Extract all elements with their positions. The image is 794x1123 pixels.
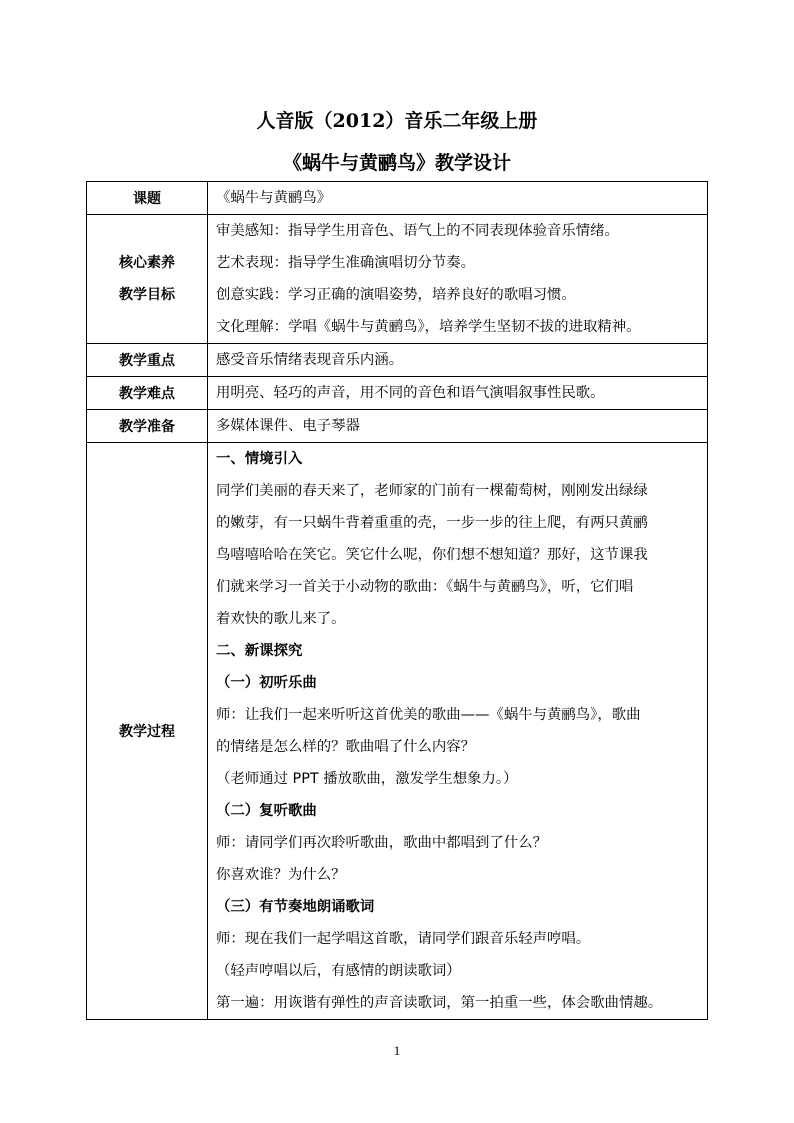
paragraph-line: 鸟嘻嘻哈哈在笑它。笑它什么呢，你们想不想知道？那好，这节课我 [216, 547, 648, 563]
preparation-label: 教学准备 [87, 410, 208, 443]
section-heading: 二、新课探究 [216, 643, 303, 659]
subsection-heading: （一）初听乐曲 [216, 675, 317, 691]
paragraph-line: 师：请同学们再次聆听歌曲，歌曲中都唱到了什么？ [216, 835, 547, 851]
difficulties-label: 教学难点 [87, 377, 208, 410]
table-row [87, 443, 708, 1020]
page-number: 1 [393, 1043, 401, 1058]
goal-line: 创意实践：学习正确的演唱姿势，培养良好的歌唱习惯。 [216, 287, 576, 303]
goal-line: 文化理解：学唱《蜗牛与黄鹂鸟》，培养学生坚韧不拔的进取精神。 [216, 319, 641, 335]
paragraph-line: 们就来学习一首关于小动物的歌曲：《蜗牛与黄鹂鸟》，听，它们唱 [216, 579, 634, 595]
table-row [87, 377, 708, 410]
paragraph-line: （老师通过 PPT 播放歌曲，激发学生想象力。） [216, 771, 518, 787]
process-content [208, 443, 708, 1020]
document-title: 人音版（2012）音乐二年级上册 [256, 110, 538, 132]
subsection-heading: （二）复听歌曲 [216, 803, 317, 819]
key-points-label: 教学重点 [87, 344, 208, 377]
paragraph-line: 第一遍：用诙谐有弹性的声音读歌词，第一拍重一些，体会歌曲情趣。 [216, 995, 663, 1011]
table-row [87, 215, 708, 344]
key-points-content: 感受音乐情绪表现音乐内涵。 [208, 344, 708, 377]
table-row [87, 182, 708, 215]
paragraph-line: 你喜欢谁？为什么？ [216, 867, 346, 883]
subsection-heading: （三）有节奏地朗诵歌词 [216, 899, 375, 915]
goals-content [208, 215, 708, 344]
goals-label: 核心素养 教学目标 [87, 215, 208, 344]
process-label: 教学过程 [87, 443, 208, 1020]
lesson-plan-table [86, 181, 708, 1020]
paragraph-line: （轻声哼唱以后，有感情的朗读歌词） [216, 963, 461, 979]
goal-line: 审美感知：指导学生用音色、语气上的不同表现体验音乐情绪。 [216, 223, 619, 239]
paragraph-line: 同学们美丽的春天来了，老师家的门前有一棵葡萄树，刚刚发出绿绿 [216, 483, 648, 499]
topic-label: 课题 [87, 182, 208, 215]
paragraph-line: 师：现在我们一起学唱这首歌，请同学们跟音乐轻声哼唱。 [216, 931, 591, 947]
paragraph-line: 着欢快的歌儿来了。 [216, 611, 346, 627]
paragraph-line: 的嫩芽，有一只蜗牛背着重重的壳，一步一步的往上爬，有两只黄鹂 [216, 515, 648, 531]
document-subtitle: 《蜗牛与黄鹂鸟》教学设计 [282, 152, 511, 174]
goal-line: 艺术表现：指导学生准确演唱切分节奏。 [216, 255, 476, 271]
preparation-content: 多媒体课件、电子琴器 [208, 410, 708, 443]
table-row [87, 410, 708, 443]
paragraph-line: 师：让我们一起来听听这首优美的歌曲——《蜗牛与黄鹂鸟》，歌曲 [216, 707, 641, 723]
section-heading: 一、情境引入 [216, 451, 303, 467]
difficulties-content: 用明亮、轻巧的声音，用不同的音色和语气演唱叙事性民歌。 [208, 377, 708, 410]
topic-content: 《蜗牛与黄鹂鸟》 [208, 182, 708, 215]
paragraph-line: 的情绪是怎么样的？歌曲唱了什么内容？ [216, 739, 476, 755]
table-row [87, 344, 708, 377]
